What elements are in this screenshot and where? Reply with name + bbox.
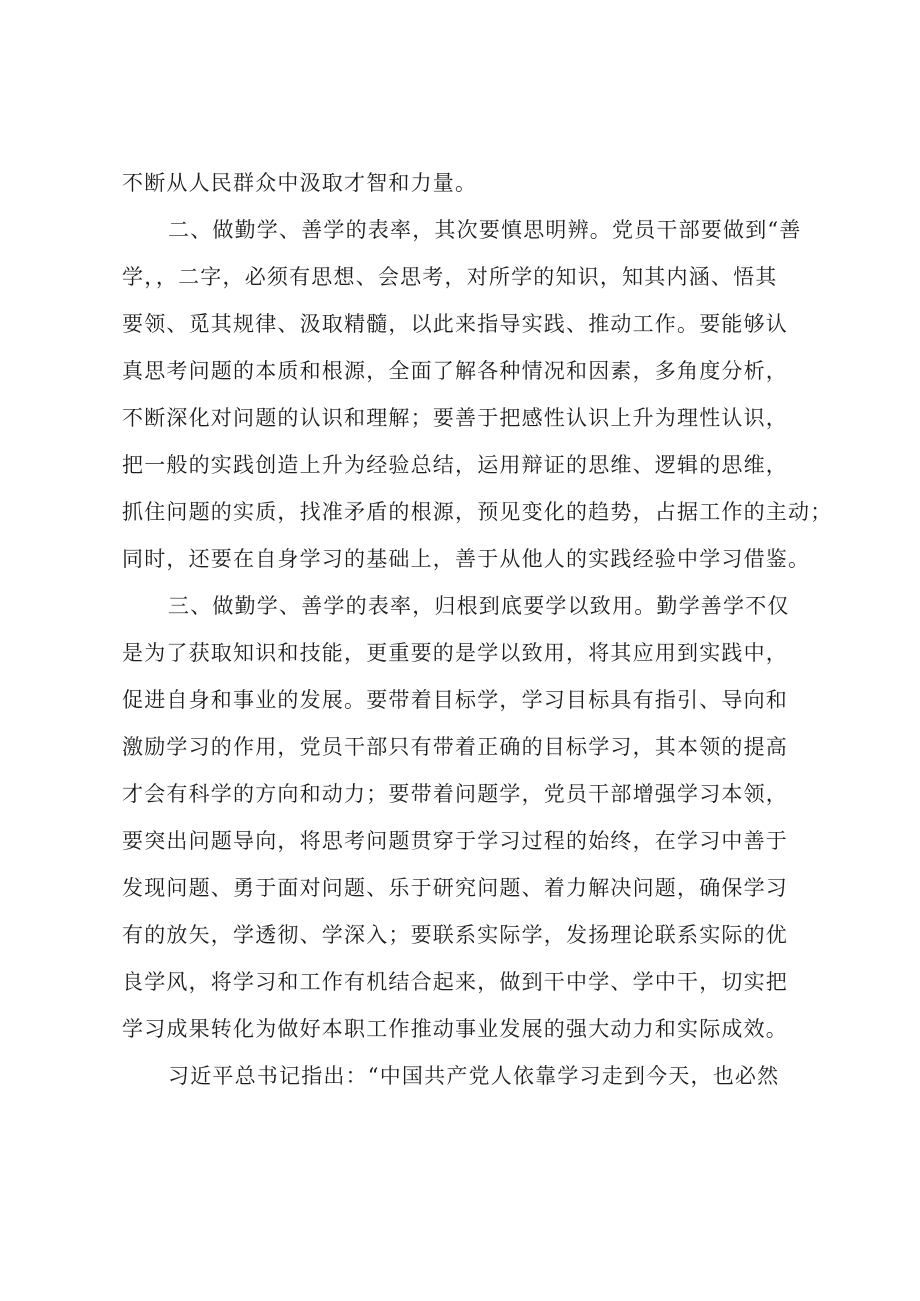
text-line: 同时，还要在自身学习的基础上，善于从他人的实践经验中学习借鉴。 <box>122 547 811 571</box>
paragraph-start-line: 三、做勤学、善学的表率，归根到底要学以致用。勤学善学不仅 <box>168 594 790 618</box>
text-line: 促进自身和事业的发展。要带着目标学，学习目标具有指引、导向和 <box>122 688 788 712</box>
text-line: 不断从人民群众中汲取才智和力量。 <box>122 171 478 195</box>
text-line: 激励学习的作用，党员干部只有带着正确的目标学习，其本领的提高 <box>122 735 788 759</box>
text-line: 是为了获取知识和技能，更重要的是学以致用，将其应用到实践中， <box>122 641 788 665</box>
text-line: 不断深化对问题的认识和理解；要善于把感性认识上升为理性认识， <box>122 406 788 430</box>
text-line: 真思考问题的本质和根源，全面了解各种情况和因素，多角度分析， <box>122 359 788 383</box>
text-line: 有的放矢，学透彻、学深入；要联系实际学，发扬理论联系实际的优 <box>122 923 788 947</box>
text-line: 发现问题、勇于面对问题、乐于研究问题、着力解决问题，确保学习 <box>122 876 788 900</box>
text-line: 学，，二字，必须有思想、会思考，对所学的知识，知其内涵、悟其 <box>122 265 778 289</box>
document-body <box>122 160 833 1100</box>
paragraph-start-line: 二、做勤学、善学的表率，其次要慎思明辨。党员干部要做到“善 <box>168 218 802 242</box>
text-line: 学习成果转化为做好本职工作推动事业发展的强大动力和实际成效。 <box>122 1017 788 1041</box>
paragraph-start-line: 习近平总书记指出：“中国共产党人依靠学习走到今天，也必然 <box>168 1064 780 1088</box>
text-line: 良学风，将学习和工作有机结合起来，做到干中学、学中干，切实把 <box>122 970 788 994</box>
text-line: 要突出问题导向，将思考问题贯穿于学习过程的始终，在学习中善于 <box>122 829 788 853</box>
text-line: 抓住问题的实质，找准矛盾的根源，预见变化的趋势，占据工作的主动； <box>122 500 833 524</box>
text-line: 把一般的实践创造上升为经验总结，运用辩证的思维、逻辑的思维， <box>122 453 788 477</box>
text-line: 要领、觅其规律、汲取精髓，以此来指导实践、推动工作。要能够认 <box>122 312 788 336</box>
text-line: 才会有科学的方向和动力；要带着问题学，党员干部增强学习本领， <box>122 782 788 806</box>
